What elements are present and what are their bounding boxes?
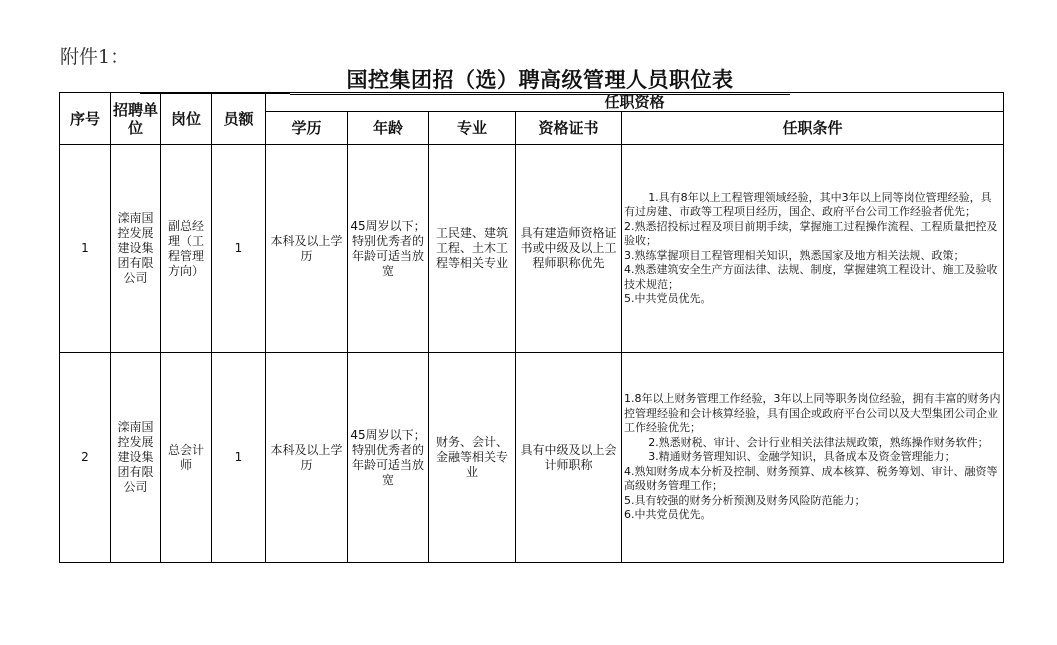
row-requirements [622,353,1004,563]
header-age: 年龄 [348,112,429,145]
row-quota: 1 [212,353,266,563]
requirement-item: 5.中共党员优先。 [624,292,712,305]
requirement-item: 3.精通财务管理知识、金融学知识，具备成本及资金管理能力； [648,450,956,464]
header-quota: 员额 [212,93,266,145]
page-title: 国控集团招（选）聘高级管理人员职位表 [290,66,790,95]
row-seq: 2 [60,353,111,563]
requirement-item: 2.熟悉财税、审计、会计行业相关法律法规政策，熟练操作财务软件； [648,435,989,449]
requirement-item: 6.中共党员优先。 [624,508,712,522]
requirement-item: 1.具有8年以上工程管理领域经验，其中3年以上同等岗位管理经验，具有过房建、市政等工程项目经历，国企、政府平台公司工作经验者优先； [624,190,992,218]
row-age: 45周岁以下；特别优秀者的年龄可适当放宽 [348,145,429,353]
position-table [59,92,1004,563]
header-major: 专业 [429,112,516,145]
requirement-item: 1.8年以上财务管理工作经验，3年以上同等职务岗位经验，拥有丰富的财务内控管理经验和会计核算经验，具有国企或政府平台公司以及大型集团公司企业工作经验优先； [624,392,1001,435]
requirement-item: 3.熟练掌握项目工程管理相关知识，熟悉国家及地方相关法规、政策； [624,248,965,262]
row-certificate: 具有建造师资格证书或中级及以上工程师职称优先 [516,145,622,353]
row-unit: 滦南国控发展建设集团有限公司 [111,353,161,563]
row-education: 本科及以上学历 [266,353,348,563]
header-seq: 序号 [60,93,111,145]
header-position: 岗位 [161,93,212,145]
row-unit: 滦南国控发展建设集团有限公司 [111,145,161,353]
header-requirements: 任职条件 [622,112,1004,145]
row-quota: 1 [212,145,266,353]
row-position: 总会计师 [161,353,212,563]
header-certificate: 资格证书 [516,112,622,145]
header-education: 学历 [266,112,348,145]
row-major: 财务、会计、金融等相关专业 [429,353,516,563]
row-education: 本科及以上学历 [266,145,348,353]
row-certificate: 具有中级及以上会计师职称 [516,353,622,563]
attachment-label: 附件1： [60,46,130,68]
table-row [60,145,1004,353]
requirement-item: 2.熟悉招投标过程及项目前期手续，掌握施工过程操作流程、工程质量把控及验收； [624,219,998,247]
row-position: 副总经理（工程管理方向） [161,145,212,353]
header-unit: 招聘单位 [111,93,161,145]
header-qualifications: 任职资格 [266,93,1004,112]
row-major: 工民建、建筑工程、土木工程等相关专业 [429,145,516,353]
table-row [60,353,1004,563]
row-seq: 1 [60,145,111,353]
row-requirements [622,145,1004,353]
requirement-item: 4.熟知财务成本分析及控制、财务预算、成本核算、税务筹划、审计、融资等高级财务管理工作； [624,464,998,493]
row-age: 45周岁以下；特别优秀者的年龄可适当放宽 [348,353,429,563]
requirement-item: 5.具有较强的财务分析预测及财务风险防范能力； [624,493,866,507]
requirement-item: 4.熟悉建筑安全生产方面法律、法规、制度，掌握建筑工程设计、施工及验收技术规范； [624,263,998,291]
